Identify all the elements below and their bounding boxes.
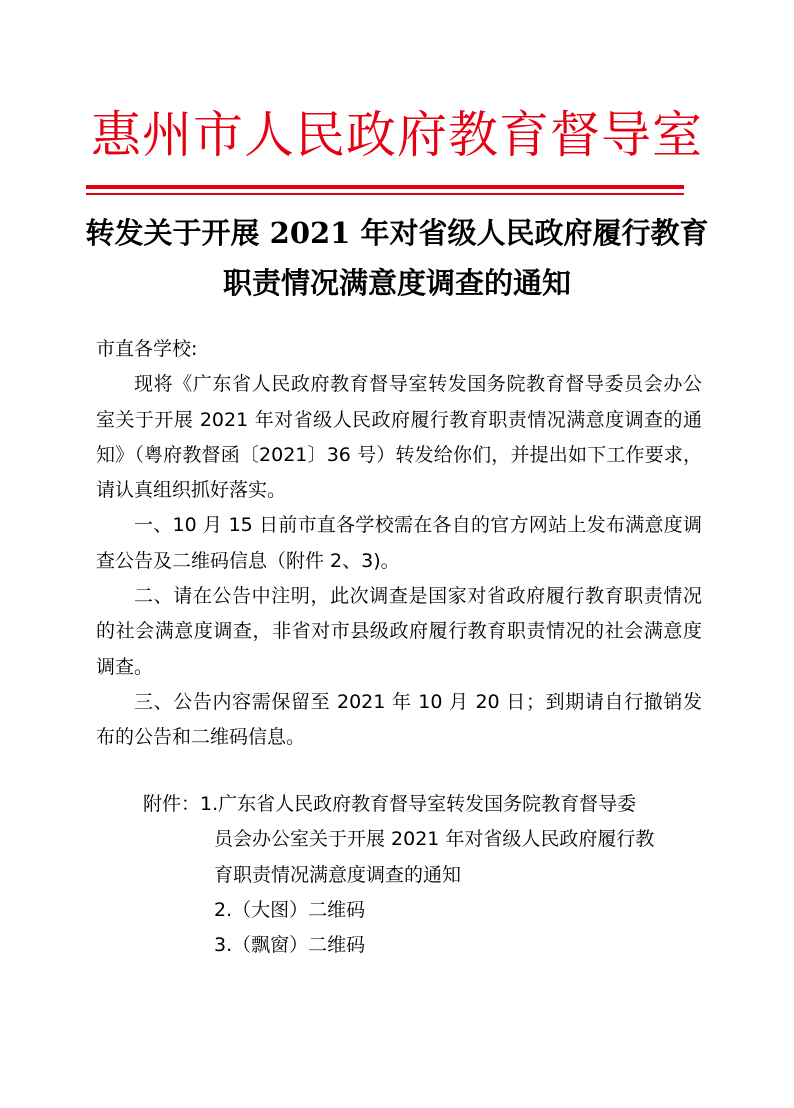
body-paragraph-1: 现将《广东省人民政府教育督导室转发国务院教育督导委员会办公室关于开展 2021 年对省级人民政府履行教育职责情况满意度调查的通知》（粤府教督函〔2021〕36 号）转发给你们，并提出如下工作要求，请认真组织抓好落实。 bbox=[96, 373, 702, 502]
red-header-rule-thick bbox=[86, 185, 684, 189]
attachment-1-line-1: 1.广东省人民政府教育督导室转发国务院教育督导委 bbox=[200, 793, 637, 815]
attachment-2: 2.（大图）二维码 bbox=[214, 898, 366, 921]
document-title-line-1: 转发关于开展 2021 年对省级人民政府履行教育 bbox=[85, 216, 709, 250]
body-paragraph-3: 二、请在公告中注明，此次调查是国家对省政府履行教育职责情况的社会满意度调查，非省对市县级政府履行教育职责情况的社会满意度调查。 bbox=[96, 585, 702, 678]
attachment-3: 3.（飘窗）二维码 bbox=[214, 934, 366, 957]
salutation: 市直各学校: bbox=[96, 338, 198, 360]
document-title-line-2: 职责情况满意度调查的通知 bbox=[222, 266, 571, 300]
attachments-section bbox=[143, 787, 703, 963]
document-body bbox=[96, 332, 702, 756]
attachment-row-1 bbox=[143, 787, 703, 822]
issuing-organization-header: 惠州市人民政府教育督导室 bbox=[91, 106, 703, 164]
body-paragraph-2: 一、10 月 15 日前市直各学校需在各自的官方网站上发布满意度调查公告及二维码信息（附件 2、3)。 bbox=[96, 514, 702, 572]
attachment-1-line-2: 员会办公室关于开展 2021 年对省级人民政府履行教 bbox=[214, 828, 655, 851]
document-title bbox=[60, 208, 734, 308]
attachment-1-line-3: 育职责情况满意度调查的通知 bbox=[214, 863, 462, 886]
attachments-label: 附件： bbox=[143, 793, 201, 815]
body-paragraph-4: 三、公告内容需保留至 2021 年 10 月 20 日；到期请自行撤销发布的公告和二维码信息。 bbox=[96, 690, 702, 749]
red-header-rule-thin bbox=[86, 193, 684, 195]
